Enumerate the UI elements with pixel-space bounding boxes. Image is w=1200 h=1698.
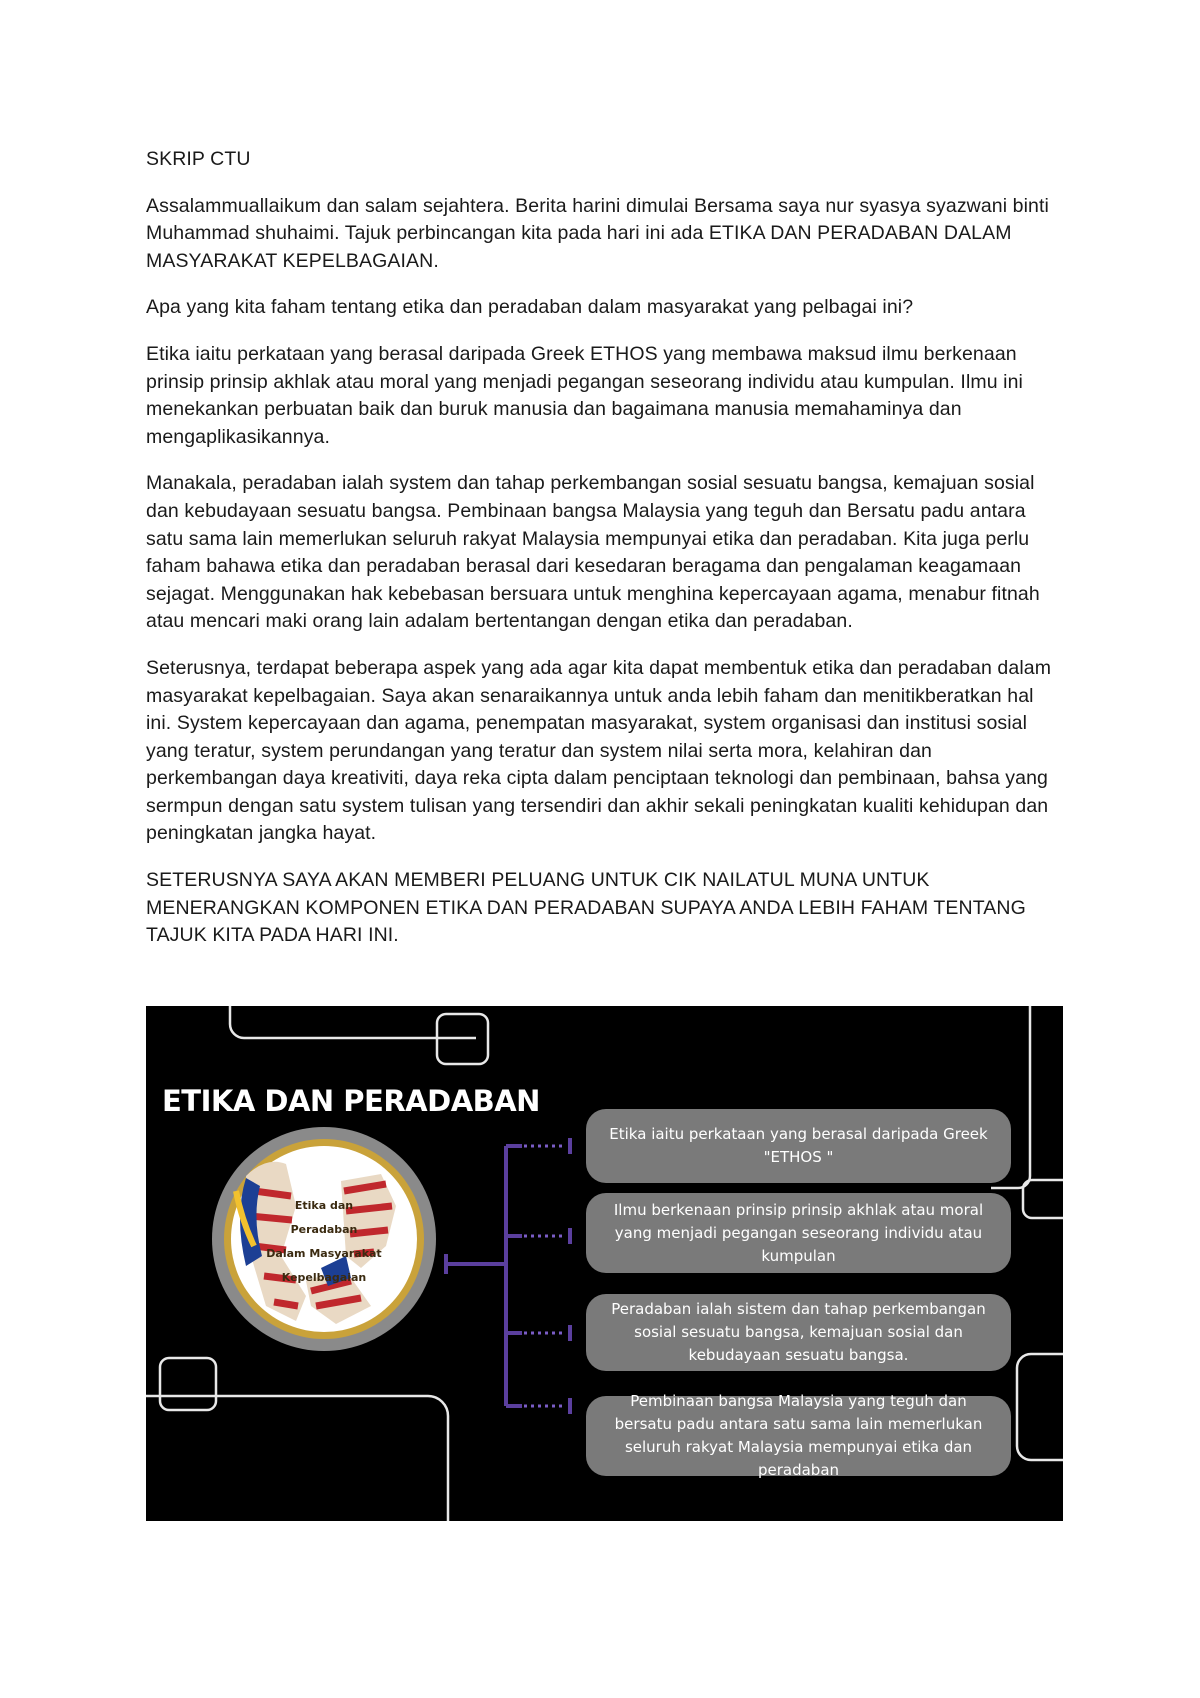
document-title: SKRIP CTU — [146, 148, 251, 170]
frame-right-small — [1023, 1180, 1063, 1218]
emblem-line-1: Etika dan Peradaban — [290, 1199, 358, 1236]
card-peradaban-definition: Peradaban ialah sistem dan tahap perkembangan sosial sesuatu bangsa, kemajuan sosial dan kebudayaan sesuatu bangsa. — [586, 1294, 1011, 1371]
paragraph-etika: Etika iaitu perkataan yang berasal daripada Greek ETHOS yang membawa maksud ilmu berkenaan prinsip prinsip akhlak atau moral yang menjadi pegangan seseorang individu atau kumpulan. Ilmu ini menekankan perbuatan baik dan buruk manusia dan bagaimana manusia memahaminya dan mengaplikasikannya. — [146, 342, 1023, 448]
card-etika-definition: Etika iaitu perkataan yang berasal daripada Greek "ETHOS " — [586, 1109, 1011, 1183]
frame-left-small — [160, 1358, 216, 1410]
frame-right-bottom — [1017, 1354, 1063, 1460]
document-body — [146, 146, 1061, 969]
infographic-title: ETIKA DAN PERADABAN — [162, 1084, 540, 1118]
emblem-caption — [264, 1194, 384, 1290]
card-ilmu-prinsip: Ilmu berkenaan prinsip prinsip akhlak atau moral yang menjadi pegangan seseorang individu atau kumpulan — [586, 1193, 1011, 1273]
infographic-image — [146, 1006, 1063, 1521]
frame-bottom-left — [146, 1396, 448, 1521]
frame-top-left — [230, 1006, 476, 1038]
emblem-line-3: Kepelbagaian — [281, 1271, 367, 1284]
paragraph-closing: SETERUSNYA SAYA AKAN MEMBERI PELUANG UNTUK CIK NAILATUL MUNA UNTUK MENERANGKAN KOMPONEN ETIKA DAN PERADABAN SUPAYA ANDA LEBIH FAHAM TENTANG TAJUK KITA PADA HARI INI. — [146, 869, 1026, 947]
emblem-line-2: Dalam Masyarakat — [266, 1247, 382, 1260]
card-pembinaan-bangsa: Pembinaan bangsa Malaysia yang teguh dan bersatu padu antara satu sama lain memerlukan seluruh rakyat Malaysia mempunyai etika dan peradaban — [586, 1396, 1011, 1476]
paragraph-question: Apa yang kita faham tentang etika dan peradaban dalam masyarakat yang pelbagai ini? — [146, 296, 914, 319]
paragraph-aspek: Seterusnya, terdapat beberapa aspek yang ada agar kita dapat membentuk etika dan peradaban dalam masyarakat kepelbagaian. Saya akan senaraikannya untuk anda lebih faham dan menitikberatkan hal ini. System kepercayaan dan agama, penempatan masyarakat, system organisasi dan institusi sosial yang teratur, system perundangan yang teratur dan system nilai serta mora, kelahiran dan perkembangan daya kreativiti, daya reka cipta dalam penciptaan teknologi dan pembinaan, bahsa yang sermpun dengan satu system tulisan yang tersendiri dan akhir sekali peningkatan kualiti kehidupan dan peningkatan jangka hayat. — [146, 656, 1052, 845]
paragraph-peradaban: Manakala, peradaban ialah system dan tahap perkembangan sosial sesuatu bangsa, kemajuan sosial dan kebudayaan sesuatu bangsa. Pembinaan bangsa Malaysia yang teguh dan Bersatu padu antara satu sama lain memerlukan seluruh rakyat Malaysia mempunyai etika dan peradaban. Kita juga perlu faham bahawa etika dan peradaban berasal dari kesedaran beragama dan pengalaman keagamaan sejagat. Menggunakan hak kebebasan bersuara untuk menghina kepercayaan agama, menabur fitnah atau mencari maki orang lain adalam bertentangan dengan etika dan peradaban. — [146, 472, 1040, 633]
paragraph-intro: Assalammuallaikum dan salam sejahtera. Berita harini dimulai Bersama saya nur syasya syazwani binti Muhammad shuhaimi. Tajuk perbincangan kita pada hari ini ada ETIKA DAN PERADABAN DALAM MASYARAKAT KEPELBAGAIAN. — [146, 194, 1049, 272]
